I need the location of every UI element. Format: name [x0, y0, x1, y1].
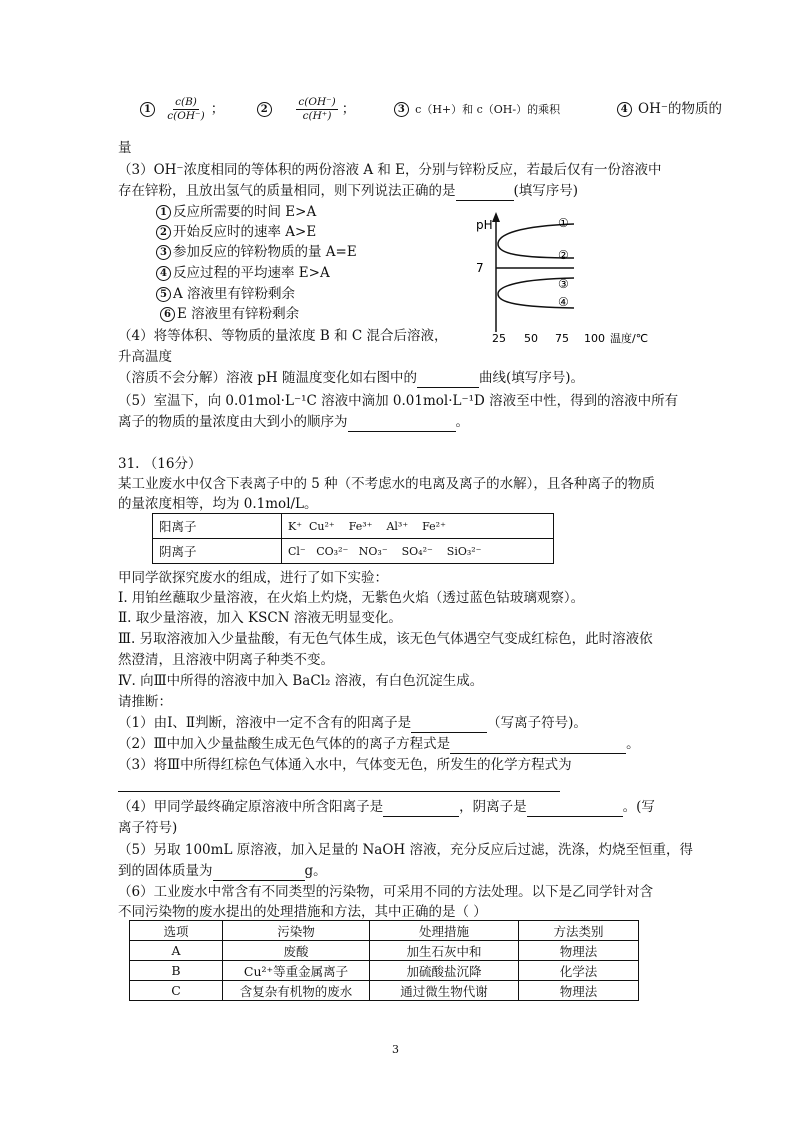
infer-label: 请推断： [118, 694, 172, 710]
table-row: B Cu²⁺等重金属离子 加硫酸盐沉降 化学法 [130, 961, 639, 981]
q3-line2: 存在锌粉，且放出氢气的质量相同，则下列说法正确的是 (填写序号) [118, 183, 579, 199]
q31-line2: 的量浓度相等，均为 0.1mol/L。 [118, 496, 318, 512]
circled-3: 3 [394, 102, 409, 117]
q3-option-5: 5 A 溶液里有锌粉剩余 [156, 284, 295, 304]
q3-option-1: 1 反应所需要的时间 E>A [156, 202, 316, 222]
q31-line1: 某工业废水中仅含下表离子中的 5 种（不考虑水的电离及离子的水解），且各种离子的物质 [118, 476, 655, 492]
table-header-row: 选项 污染物 处理措施 方法类别 [130, 921, 639, 941]
step-2: Ⅱ. 取少量溶液，加入 KSCN 溶液无明显变化。 [118, 610, 402, 626]
y-axis-arrow [492, 212, 500, 222]
q3-option-4: 4 反应过程的平均速率 E>A [156, 263, 330, 283]
q3-option-2: 2 开始反应时的速率 A>E [156, 222, 316, 242]
ion-table [152, 513, 554, 564]
ph7-label: 7 [476, 261, 484, 275]
sub-q6-cont: 不同污染物的废水提出的处理措施和方法，其中正确的是（ ） [118, 904, 487, 920]
ph-temperature-graph [470, 208, 670, 346]
fraction-2: $\frac{c(OH^-)}{c(H^+)}$ [298, 96, 336, 122]
step-3: Ⅲ. 另取溶液加入少量盐酸，有无色气体生成，该无色气体遇空气变成红棕色，此时溶液依 [118, 631, 653, 647]
sub-q3: （3）将Ⅲ中所得红棕色气体通入水中，气体变无色，所发生的化学方程式为 [118, 757, 572, 773]
sub-q5-cont: 到的固体质量为 g。 [118, 863, 327, 879]
q5-line2: 离子的物质的量浓度由大到小的顺序为 。 [118, 414, 469, 430]
curve-label-1: ① [558, 216, 569, 230]
method-table [129, 920, 639, 1001]
step-1: Ⅰ. 用铂丝蘸取少量溶液，在火焰上灼烧，无紫色火焰（透过蓝色钴玻璃观察）。 [118, 590, 585, 606]
option-4-continuation: 量 [118, 140, 132, 156]
x-axis-label: 温度/℃ [610, 332, 649, 345]
q3-option-3: 3 参加反应的锌粉物质的量 A=E [156, 242, 357, 262]
curve-label-3: ③ [558, 277, 569, 291]
circled-1: 1 [140, 102, 155, 117]
answer-blank[interactable] [417, 373, 479, 388]
answer-blank[interactable] [348, 417, 456, 432]
answer-blank[interactable] [213, 866, 305, 881]
option-3-text: c（H+）和 c（OH-）的乘积 [415, 103, 561, 116]
sub-q4: （4）甲同学最终确定原溶液中所含阳离子是 ，阴离子是 。(写 [118, 799, 655, 815]
x-tick: 50 [524, 332, 538, 345]
step-4: Ⅳ. 向Ⅲ中所得的溶液中加入 BaCl₂ 溶液，有白色沉淀生成。 [118, 673, 484, 689]
table-row: 阴离子 Cl⁻ CO₃²⁻ NO₃⁻ SO₄²⁻ SiO₃²⁻ [153, 539, 554, 564]
q31-intro: 甲同学欲探究废水的组成，进行了如下实验： [118, 570, 388, 586]
x-tick: 25 [492, 332, 506, 345]
answer-blank[interactable] [450, 739, 626, 754]
sub-q1: （1）由Ⅰ、Ⅱ判断，溶液中一定不含有的阳离子是 （写离子符号)。 [118, 715, 587, 731]
y-axis-label: pH [476, 218, 493, 232]
answer-blank[interactable] [411, 718, 487, 733]
q4-line2: 升高温度 [118, 349, 172, 365]
table-row: C 含复杂有机物的废水 通过微生物代谢 物理法 [130, 981, 639, 1001]
table-row: 阳离子 K⁺ Cu²⁺ Fe³⁺ Al³⁺ Fe²⁺ [153, 514, 554, 539]
sub-q6: （6）工业废水中常含有不同类型的污染物，可采用不同的方法处理。以下是乙同学针对含 [118, 884, 654, 900]
q5-line1: （5）室温下，向 0.01mol·L⁻¹C 溶液中滴加 0.01mol·L⁻¹D 溶液至中性，得到的溶液中所有 [118, 393, 679, 409]
curve-label-4: ④ [558, 295, 569, 309]
table-row: A 废酸 加生石灰中和 物理法 [130, 941, 639, 961]
circled-4: 4 [617, 102, 632, 117]
answer-line[interactable] [118, 791, 560, 792]
q31-heading: 31. （16分） [118, 456, 202, 472]
answer-blank[interactable] [456, 186, 514, 201]
q4-line1: （4）将等体积、等物质的量浓度 B 和 C 混合后溶液， [118, 328, 448, 344]
page-number: 3 [392, 1043, 399, 1056]
x-tick: 100 [584, 332, 605, 345]
q2-options-line: 1 $\frac{c(B)}{c(OH^-)}$ ； 2 $\frac{c(OH^-)}{c(H^+)}$ ； 3 c（H+）和 c（OH-）的乘积 4 OH⁻的物质的 [140, 96, 722, 123]
answer-blank[interactable] [527, 802, 623, 817]
sub-q2: （2）Ⅲ中加入少量盐酸生成无色气体的的离子方程式是 。 [118, 736, 640, 752]
sub-q5: （5）另取 100mL 原溶液，加入足量的 NaOH 溶液，充分反应后过滤，洗涤，灼烧至恒重，得 [118, 842, 693, 858]
sub-q4-cont: 离子符号) [118, 820, 178, 836]
fraction-1: $\frac{c(B)}{c(OH^-)}$ [167, 96, 205, 122]
q3-option-6: 6 E 溶液里有锌粉剩余 [160, 304, 299, 324]
q3-line1: （3）OH⁻浓度相同的等体积的两份溶液 A 和 E，分别与锌粉反应，若最后仅有一份溶液中 [118, 162, 662, 178]
option-4-text: OH⁻的物质的 [638, 101, 722, 117]
step-3-cont: 然澄清，且溶液中阴离子种类不变。 [118, 652, 334, 668]
circled-2: 2 [257, 102, 272, 117]
q4-line3: （溶质不会分解）溶液 pH 随温度变化如右图中的 曲线(填写序号)。 [118, 370, 585, 386]
x-tick: 75 [555, 332, 569, 345]
curve-label-2: ② [558, 248, 569, 262]
answer-blank[interactable] [383, 802, 459, 817]
